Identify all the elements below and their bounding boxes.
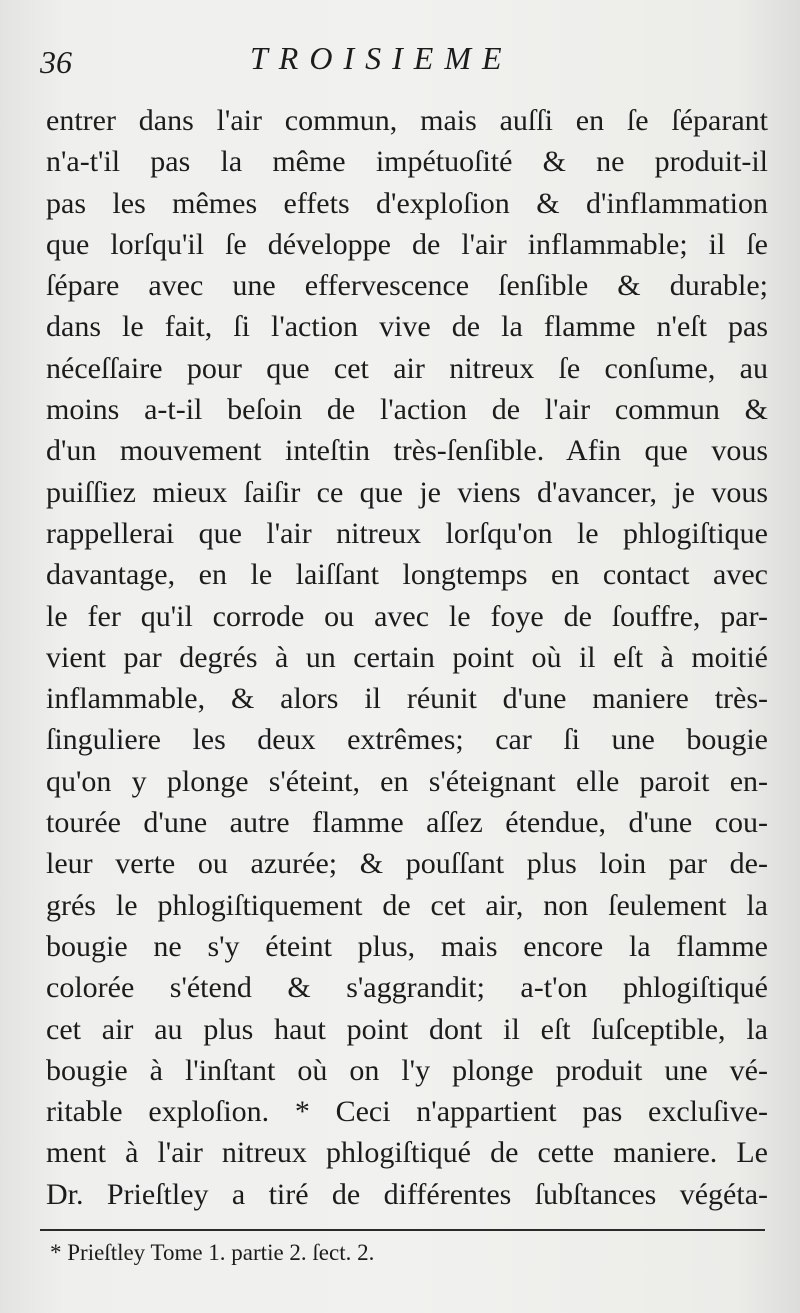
text-line: ſinguliere les deux extrêmes; car ſi une bougie (46, 723, 768, 757)
text-line: ment à l'air nitreux phlogiſtiqué de cette maniere. Le (46, 1136, 768, 1170)
text-line: grés le phlogiſtiquement de cet air, non ſeulement la (46, 888, 768, 922)
text-line: d'un mouvement inteſtin très-ſenſible. Afin que vous (46, 434, 768, 468)
text-line: pas les mêmes effets d'exploſion & d'inflammation (46, 186, 768, 220)
text-line: que lorſqu'il ſe développe de l'air inflammable; il ſe (46, 227, 768, 261)
page-header (0, 34, 800, 84)
footnote: * Prieſtley Tome 1. partie 2. ſect. 2. (50, 1240, 375, 1265)
text-line: néceſſaire pour que cet air nitreux ſe conſume, au (46, 351, 768, 385)
text-line: rappellerai que l'air nitreux lorſqu'on le phlogiſtique (46, 516, 768, 550)
text-line: bougie ne s'y éteint plus, mais encore la flamme (46, 929, 768, 963)
text-line: davantage, en le laiſſant longtemps en contact avec (46, 558, 768, 592)
running-head: TROISIEME (250, 40, 513, 76)
text-line: tourée d'une autre flamme aſſez étendue, d'une cou- (46, 806, 768, 840)
text-line: ſépare avec une effervescence ſenſible & durable; (46, 269, 768, 303)
text-line: qu'on y plonge s'éteint, en s'éteignant elle paroit en- (46, 764, 768, 798)
text-line: n'a-t'il pas la même impétuoſité & ne produit-il (46, 145, 768, 179)
text-line: leur verte ou azurée; & pouſſant plus loin par de- (46, 847, 768, 881)
body-text (46, 100, 768, 1215)
text-line: entrer dans l'air commun, mais auſſi en ſe ſéparant (46, 104, 768, 137)
text-line: vient par degrés à un certain point où il eſt à moitié (46, 640, 768, 674)
text-line: le fer qu'il corrode ou avec le foye de ſouffre, par- (46, 599, 768, 633)
text-line: colorée s'étend & s'aggrandit; a-t'on phlogiſtiqué (46, 971, 768, 1005)
page-number: 36 (40, 44, 72, 80)
text-line: Dr. Prieſtley a tiré de différentes ſubſtances végéta- (46, 1177, 768, 1211)
text-line: cet air au plus haut point dont il eſt ſuſceptible, la (46, 1012, 768, 1046)
text-line: moins a-t-il beſoin de l'action de l'air commun & (46, 393, 768, 427)
text-line: dans le fait, ſi l'action vive de la flamme n'eſt pas (46, 310, 768, 344)
text-line: inflammable, & alors il réunit d'une maniere très- (46, 682, 768, 716)
text-line: ritable exploſion. * Ceci n'appartient pas excluſive- (46, 1095, 768, 1129)
footnote-rule (40, 1229, 765, 1231)
text-line: bougie à l'inſtant où on l'y plonge produit une vé- (46, 1053, 768, 1087)
text-line: puiſſiez mieux ſaiſir ce que je viens d'avancer, je vous (46, 475, 768, 509)
